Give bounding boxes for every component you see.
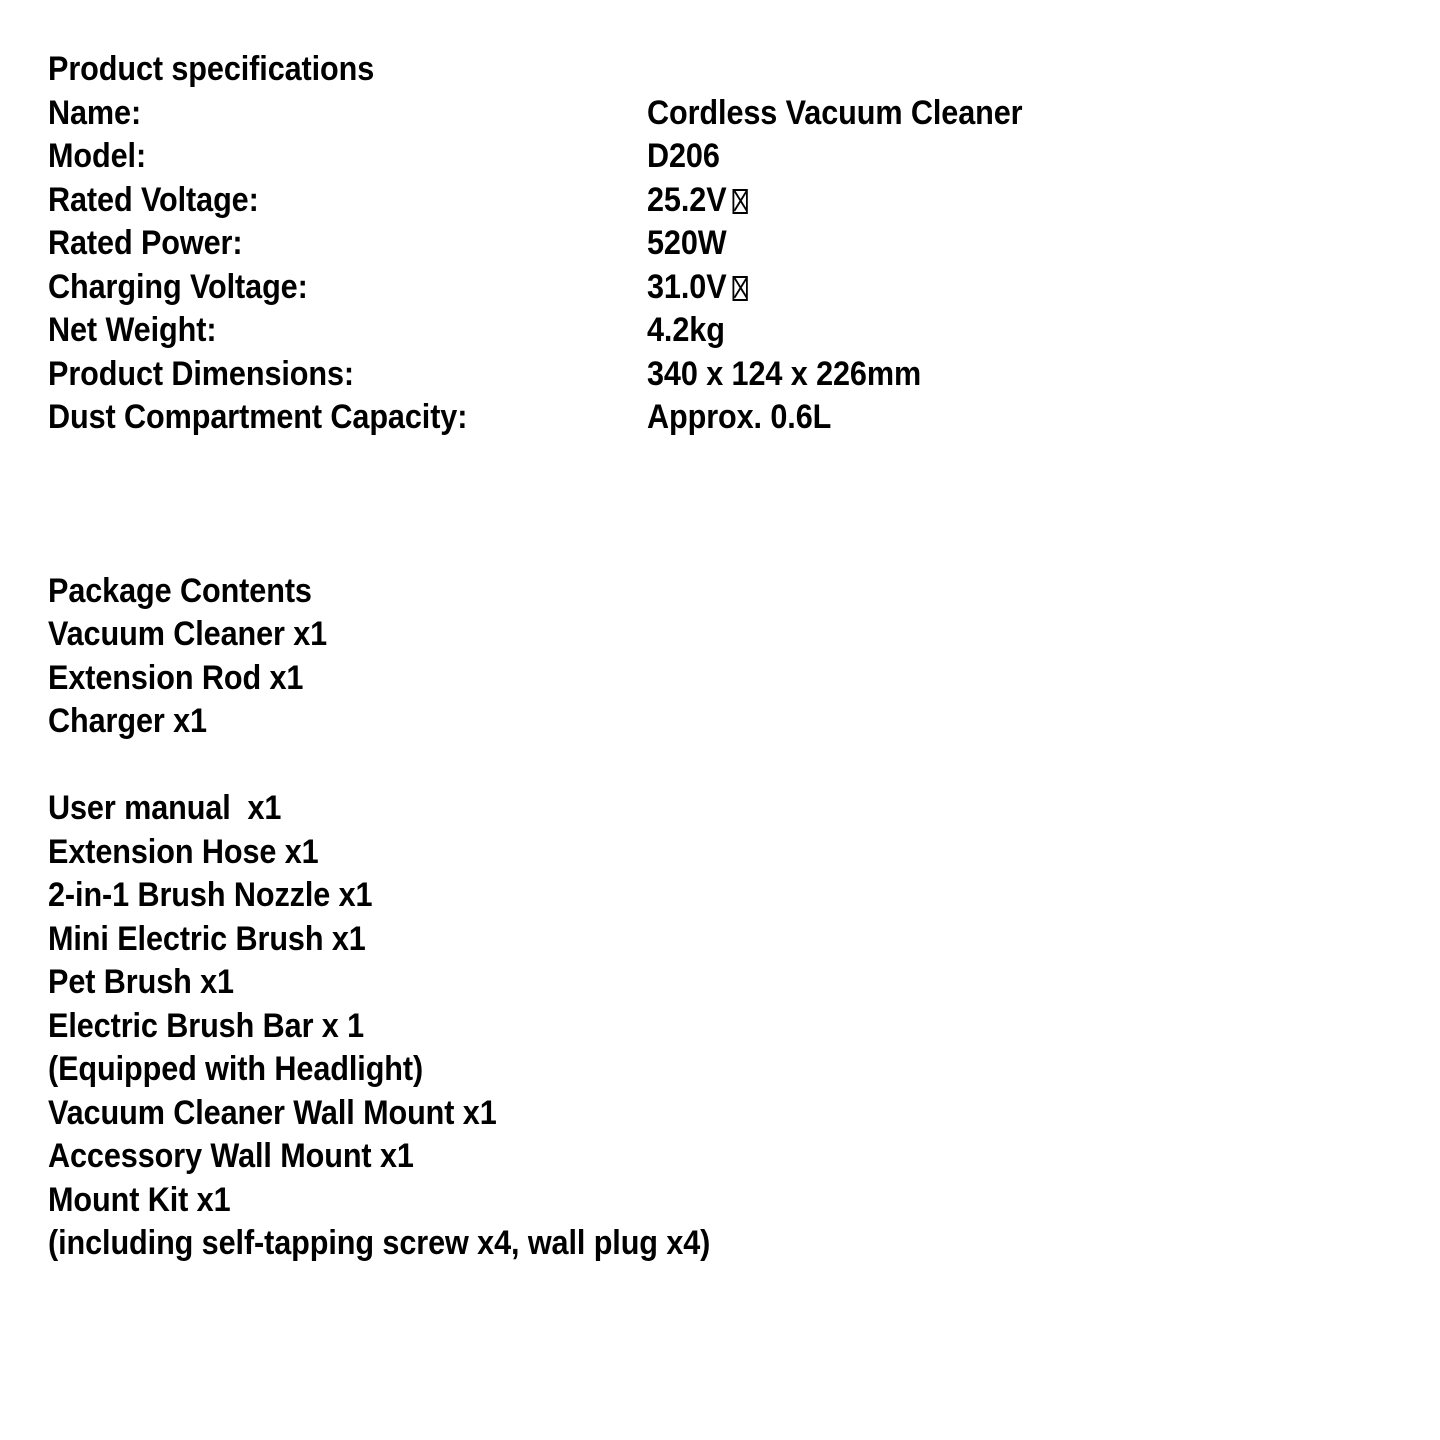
package-contents-item: (Equipped with Headlight) (48, 1050, 424, 1088)
package-contents-line (48, 1135, 1440, 1179)
specifications-heading-row (48, 48, 1440, 92)
package-contents-line (48, 1179, 1440, 1223)
missing-glyph-icon (733, 276, 748, 301)
package-contents-item: Accessory Wall Mount x1 (48, 1137, 414, 1175)
specifications-rows (48, 92, 1440, 440)
package-contents-line (48, 613, 1440, 657)
package-contents-item: Extension Rod x1 (48, 658, 304, 697)
specification-value (647, 309, 725, 353)
specification-value (647, 266, 748, 310)
package-contents-item: Mini Electric Brush x1 (48, 919, 366, 958)
package-contents-line (48, 918, 1440, 962)
package-contents-line (48, 1222, 1440, 1266)
package-contents-heading-row (48, 570, 1440, 614)
specification-value-text: Approx. 0.6L (646, 398, 832, 436)
package-contents-item: Mount Kit x1 (48, 1180, 231, 1219)
package-contents-heading: Package Contents (48, 571, 312, 610)
specification-value-text: 4.2kg (646, 311, 725, 349)
package-contents-line (48, 1092, 1440, 1136)
specification-row (48, 353, 1440, 397)
package-contents-item: (including self-tapping screw x4, wall plug x4) (48, 1224, 711, 1262)
package-contents-item: Pet Brush x1 (48, 963, 234, 1001)
package-contents-line (48, 1005, 1440, 1049)
package-contents-item: Vacuum Cleaner Wall Mount x1 (48, 1093, 497, 1132)
specification-label: Dust Compartment Capacity: (48, 398, 468, 436)
specification-value-text: 31.0V (646, 267, 727, 306)
specification-row (48, 396, 1440, 440)
specification-label: Net Weight: (48, 311, 217, 349)
specifications-heading: Product specifications (48, 50, 375, 88)
specification-row (48, 309, 1440, 353)
specification-label: Rated Power: (48, 224, 243, 262)
product-specifications-section (48, 48, 1440, 440)
specification-label: Model: (48, 137, 147, 175)
contents-group-spacer (48, 744, 1440, 788)
package-contents-line (48, 657, 1440, 701)
package-contents-line (48, 1048, 1440, 1092)
specification-label: Product Dimensions: (48, 354, 355, 393)
specification-value (647, 222, 727, 266)
section-spacer (48, 440, 1440, 570)
specification-row (48, 179, 1440, 223)
specification-value-text: D206 (646, 137, 720, 175)
specification-value (647, 179, 748, 223)
specification-value (647, 92, 1022, 136)
package-contents-item: Electric Brush Bar x 1 (48, 1006, 365, 1045)
specification-label: Name: (48, 93, 142, 132)
package-contents-item: Extension Hose x1 (48, 832, 319, 871)
package-contents-line (48, 961, 1440, 1005)
package-contents-item: User manual x1 (48, 789, 282, 827)
package-contents-line (48, 700, 1440, 744)
package-contents-group-one (48, 613, 1440, 744)
package-contents-line (48, 831, 1440, 875)
specification-row (48, 135, 1440, 179)
specification-row (48, 266, 1440, 310)
package-contents-line (48, 787, 1440, 831)
specification-value (647, 135, 720, 179)
specification-label: Charging Voltage: (48, 267, 308, 306)
package-contents-item: 2-in-1 Brush Nozzle x1 (48, 876, 373, 914)
missing-glyph-icon (733, 189, 748, 214)
package-contents-section (48, 570, 1440, 1266)
specification-value-text: Cordless Vacuum Cleaner (646, 93, 1023, 132)
specification-row (48, 222, 1440, 266)
specification-value-text: 520W (646, 224, 727, 262)
specification-row (48, 92, 1440, 136)
specification-value (647, 396, 831, 440)
specification-value (647, 353, 921, 397)
package-contents-item: Vacuum Cleaner x1 (48, 615, 328, 653)
specification-value-text: 25.2V (646, 180, 727, 219)
package-contents-line (48, 874, 1440, 918)
specification-value-text: 340 x 124 x 226mm (646, 354, 921, 393)
package-contents-item: Charger x1 (48, 702, 207, 740)
package-contents-group-two (48, 787, 1440, 1266)
specification-label: Rated Voltage: (48, 180, 259, 219)
